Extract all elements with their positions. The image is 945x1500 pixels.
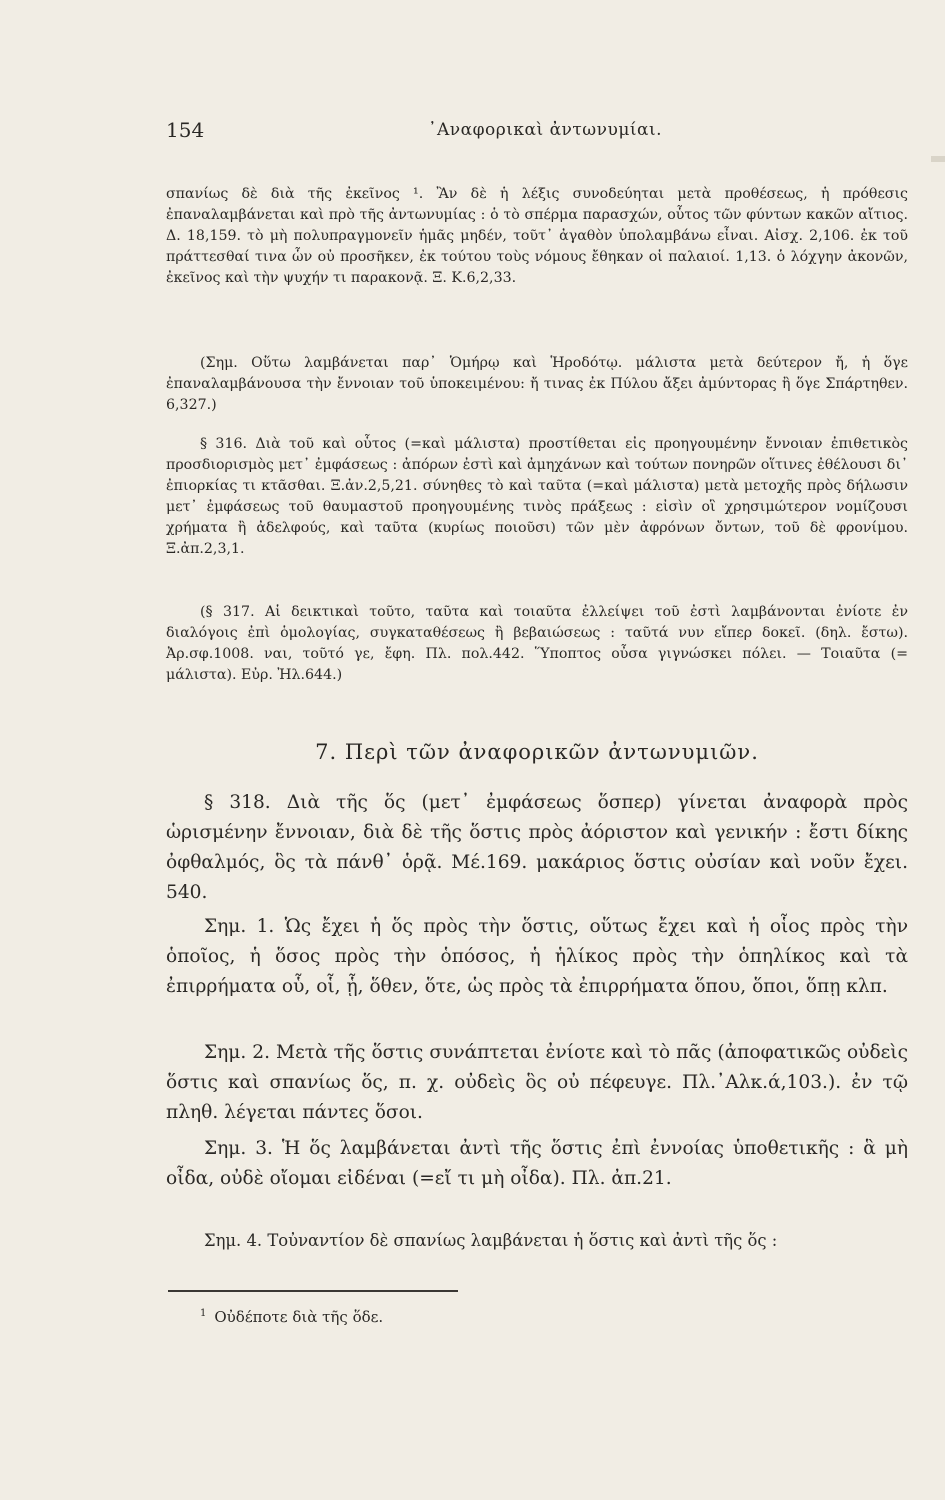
remark-3-text: Σημ. 3. Ἡ ὅς λαμβάνεται ἀντὶ τῆς ὅστις ἐπὶ ἐννοίας ὑποθετικῆς : ἃ μὴ οἶδα, οὐδὲ οἴομαι εἰδέναι (=εἴ τι μὴ οἶδα). Πλ. ἀπ.21. — [166, 1138, 908, 1189]
page-edge-mark — [931, 156, 945, 162]
paragraph-318 — [166, 788, 908, 908]
section-316-text: § 316. Διὰ τοῦ καὶ οὗτος (=καὶ μάλιστα) προστίθεται εἰς προηγουμένην ἔννοιαν ἐπιθετικὸς προσδιορισμὸς μετ᾿ ἐμφάσεως : ἀπόρων ἐστὶ καὶ ἀμηχάνων καὶ τούτων πονηρῶν οἵτινες ἐθέλουσι δι᾿ ἐπιορκίας τι κτᾶσθαι. Ξ.ἀν.2,5,21. σύνηθες τὸ καὶ ταῦτα (=καὶ μάλιστα) μετὰ μετοχῆς πρὸς δήλωσιν μετ᾿ ἐμφάσεως τοῦ θαυμαστοῦ προηγουμένης τινὸς πράξεως : εἰσὶν οἳ χρησιμώτερον νομίζουσι χρήματα ἢ ἀδελφούς, καὶ ταῦτα (κυρίως ποιοῦσι) τῶν μὲν ἀφρόνων ὄντων, τοῦ δὲ φρονίμου. Ξ.ἀπ.2,3,1. — [166, 436, 908, 557]
remark-1 — [166, 912, 908, 1002]
paragraph-317 — [166, 602, 908, 686]
remark-2-text: Σημ. 2. Μετὰ τῆς ὅστις συνάπτεται ἐνίοτε καὶ τὸ πᾶς (ἀποφατικῶς οὐδεὶς ὅστις καὶ σπανίως ὅς, π. χ. οὐδεὶς ὃς οὐ πέφευγε. Πλ.᾿Αλκ.ά,103.). ἐν τῷ πληθ. λέγεται πάντες ὅσοι. — [166, 1042, 908, 1123]
footnote-divider — [168, 1290, 458, 1292]
section-317-text: (§ 317. Αἱ δεικτικαὶ τοῦτο, ταῦτα καὶ τοιαῦτα ἐλλείψει τοῦ ἐστὶ λαμβάνονται ἐνίοτε ἐν διαλόγοις ἐπὶ ὁμολογίας, συγκαταθέσεως ἢ βεβαιώσεως : ταῦτά νυν εἴπερ δοκεῖ. (δηλ. ἔστω). Ἀρ.σφ.1008. ναι, τοῦτό γε, ἔφη. Πλ. πολ.442. Ὕποπτος οὖσα γιγνώσκει πόλει. — Τοιαῦτα (= μάλιστα). Εὐρ. Ἠλ.644.) — [166, 604, 908, 683]
footnote — [200, 1308, 383, 1326]
paragraph-text: σπανίως δὲ διὰ τῆς ἐκεῖνος ¹. Ἂν δὲ ἡ λέξις συνοδεύηται μετὰ προθέσεως, ἡ πρόθεσις ἐπαναλαμβάνεται καὶ πρὸ τῆς ἀντωνυμίας : ὁ τὸ σπέρμα παρασχών, οὗτος τῶν φύντων κακῶν αἴτιος. Δ. 18,159. τὸ μὴ πολυπραγμονεῖν ἡμᾶς μηδέν, τοῦτ᾿ ἀγαθὸν ὑπολαμβάνω εἶναι. Αἰσχ. 2,106. ἐκ τοῦ πράττεσθαί τινα ὧν οὐ προσῆκεν, ἐκ τούτου τοὺς νόμους ἔθηκαν οἱ παλαιοί. 1,13. ὁ λόχγην ἀκονῶν, ἐκεῖνος καὶ τὴν ψυχήν τι παρακονᾷ. Ξ. Κ.6,2,33. — [166, 186, 908, 286]
section-318-text: § 318. Διὰ τῆς ὅς (μετ᾿ ἐμφάσεως ὅσπερ) γίνεται ἀναφορὰ πρὸς ὡρισμένην ἔννοιαν, διὰ δὲ τῆς ὅστις πρὸς ἀόριστον καὶ γενικήν : ἔστι δίκης ὀφθαλμός, ὃς τὰ πάνθ᾿ ὁρᾷ. Μέ.169. μακάριος ὅστις οὐσίαν καὶ νοῦν ἔχει. 540. — [166, 792, 908, 903]
header-title: ᾿Αναφορικαὶ ἀντωνυμίαι. — [428, 120, 663, 140]
note-text: (Σημ. Οὕτω λαμβάνεται παρ᾿ Ὁμήρῳ καὶ Ἡροδότῳ. μάλιστα μετὰ δεύτερον ἤ, ἡ ὅγε ἐπαναλαμβάνουσα τὴν ἔννοιαν τοῦ ὑποκειμένου: ἤ τινας ἐκ Πύλου ἄξει ἀμύντορας ἢ ὅγε Σπάρτηθεν. 6,327.) — [166, 355, 908, 413]
footnote-marker: 1 — [200, 1308, 207, 1319]
remark-4 — [166, 1226, 908, 1256]
paragraph-note — [166, 353, 908, 416]
paragraph-316 — [166, 434, 908, 560]
remark-4-text: Σημ. 4. Τοὐναντίον δὲ σπανίως λαμβάνεται ἡ ὅστις καὶ ἀντὶ τῆς ὅς : — [204, 1231, 778, 1250]
paragraph-continuation — [166, 184, 908, 289]
footnote-text: Οὐδέποτε διὰ τῆς ὅδε. — [214, 1308, 384, 1326]
page-number: 154 — [166, 118, 205, 142]
remark-2 — [166, 1038, 908, 1128]
remark-3 — [166, 1134, 908, 1194]
remark-1-text: Σημ. 1. Ὡς ἔχει ἡ ὅς πρὸς τὴν ὅστις, οὕτως ἔχει καὶ ἡ οἷος πρὸς τὴν ὁποῖος, ἡ ὅσος πρὸς τὴν ὁπόσος, ἡ ἡλίκος πρὸς τὴν ὁπηλίκος καὶ τὰ ἐπιρρήματα οὗ, οἷ, ᾗ, ὅθεν, ὅτε, ὡς πρὸς τὰ ἐπιρρήματα ὅπου, ὅποι, ὅπῃ κλπ. — [166, 916, 908, 997]
running-head — [166, 118, 906, 148]
section-heading: 7. Περὶ τῶν ἀναφορικῶν ἀντωνυμιῶν. — [315, 740, 759, 764]
